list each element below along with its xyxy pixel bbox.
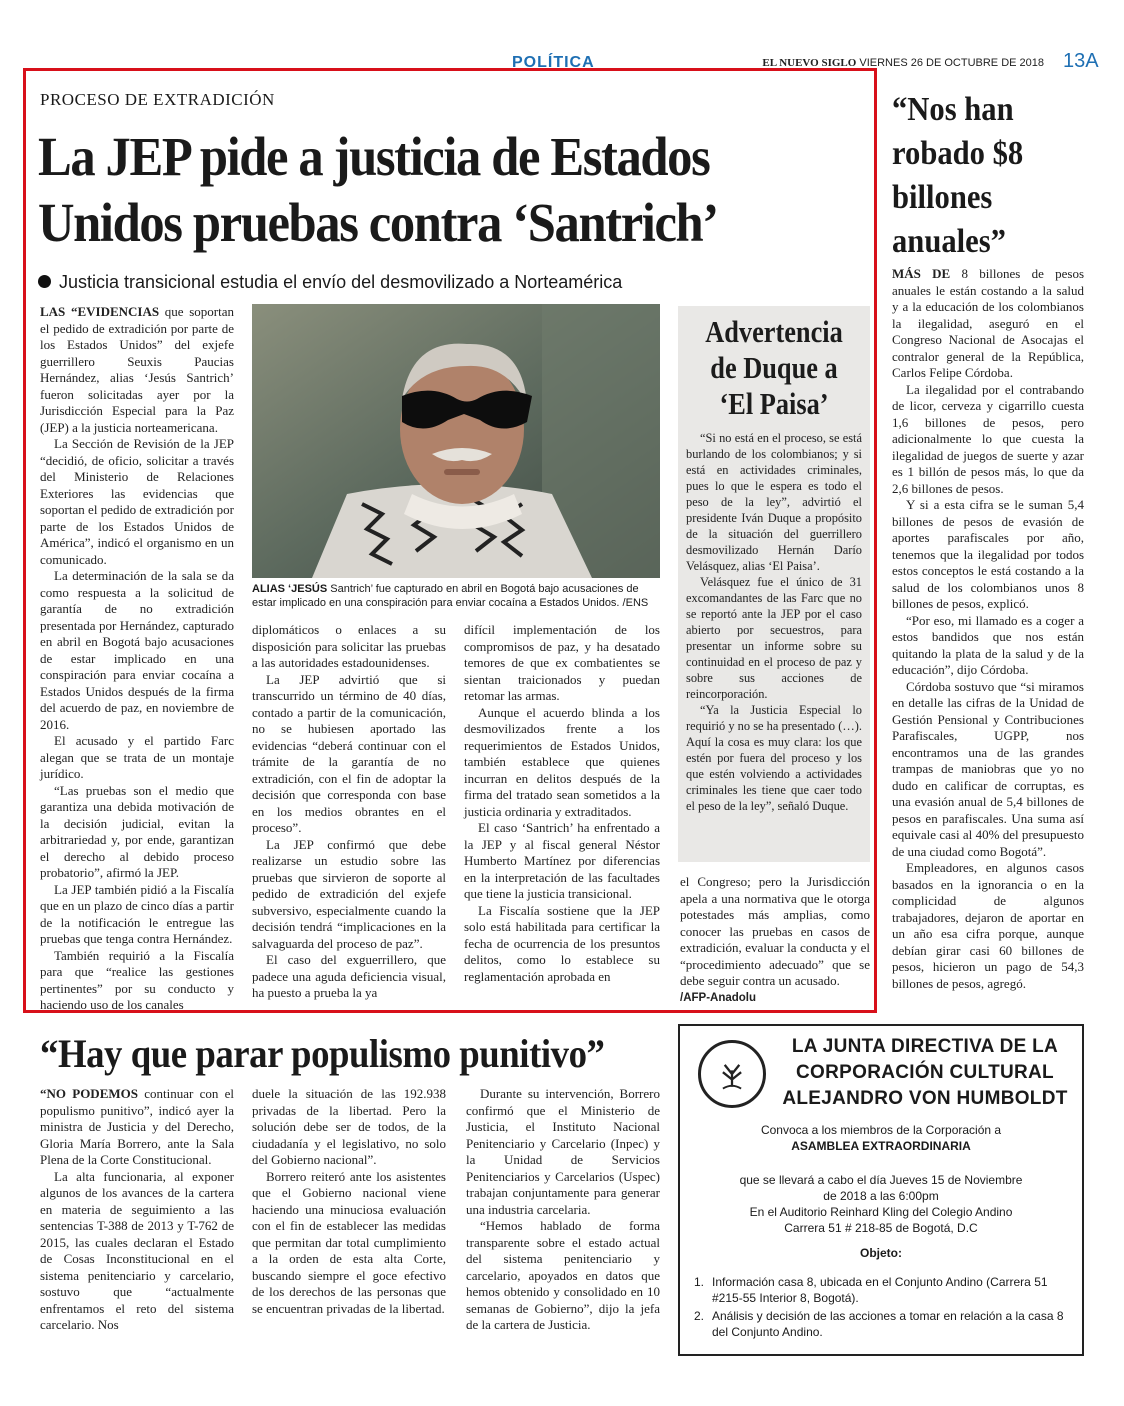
paragraph-text: La JEP confirmó que debe realizarse un estudio sobre las pruebas que sirvieron de soporte al pedido de extradición del exjefe subversivo, especialmente cuando la decisión tendrá “implicaciones en la salvaguarda del proceso de paz”. <box>252 836 446 951</box>
paragraph <box>40 948 234 1014</box>
paragraph-text: “Las pruebas son el medio que garantiza una debida motivación de la decisión judicial, evitan la arbitrariedad y, por ende, garantizan el derecho al debido proceso probatorio”, afirmó la JEP. <box>40 782 234 880</box>
section-label: POLÍTICA <box>512 54 595 71</box>
ad-agenda-list <box>694 1274 1074 1342</box>
ad-detail-line: que se llevará a cabo el día Jueves 15 de Noviembre <box>739 1173 1023 1187</box>
story-headline: La JEP pide a justicia de Estados Unidos pruebas contra ‘Santrich’ <box>38 126 718 253</box>
paragraph-text: difícil implementación de los compromisos de paz, y ha desatado temores de que ex combatientes se sientan traicionados y puedan retomar las armas. <box>464 622 660 703</box>
paragraph-text: La JEP advirtió que si transcurrido un término de 40 días, contado a partir de la comunicación, no se hubiesen aportado las evidencias “deberá continuar con el trámite de la garantía de no extradición, con el fin de adoptar la decisión que corresponda con base en los medios obrantes en el proceso”. <box>252 671 446 835</box>
story-signature: /AFP-Anadolu <box>680 991 757 1004</box>
page-number: 13A <box>1063 50 1099 72</box>
paragraph <box>466 1218 660 1334</box>
agenda-item <box>694 1308 1074 1340</box>
paragraph-text: que soportan el pedido de extradición por parte de los Estados Unidos” del exjefe guerrillero Seuxis Paucias Hernández, alias ‘Jesús Santrich’ fueron solicitadas ayer por la Jurisdicción Especial para la Paz (JEP) a la justicia norteamericana. <box>40 304 235 435</box>
agenda-number: 1. <box>694 1275 705 1289</box>
paragraph <box>40 882 234 948</box>
paragraph <box>40 568 234 733</box>
bottom-col-2 <box>252 1086 446 1358</box>
bottom-col-1 <box>40 1086 234 1358</box>
paragraph <box>252 837 446 953</box>
agenda-number: 2. <box>694 1309 705 1323</box>
sidebar-title: Advertencia de Duque a ‘El Paisa’ <box>705 314 843 421</box>
paragraph-text: continuar con el populismo punitivo”, indicó ayer la ministra de Justicia y del Derecho, Gloria María Borrero, ante la Sala Plena de la Corte Constitucional. <box>40 1086 234 1167</box>
caption-lead: ALIAS ‘JESÚS <box>252 583 328 595</box>
paragraph-text: El caso del exguerrillero, que padece una aguda deficiencia visual, ha puesto a prueba la ya <box>252 952 446 1000</box>
lead-in: MÁS DE <box>892 266 951 281</box>
paragraph-text: 8 billones de pesos anuales le están costando a la salud y a la educación de los colombianos la ilegalidad, aseguró en el Congreso Nacional de Asocajas el contralor general de la República, Carlos Felipe Córdoba. <box>892 266 1085 380</box>
paragraph <box>252 622 446 672</box>
paragraph-text: diplomáticos o enlaces a su disposición para solicitar las pruebas a las autoridades estadounidenses. <box>252 622 446 670</box>
paragraph <box>252 1169 446 1318</box>
paragraph-text: La Fiscalía sostiene que la JEP solo está habilitada para certificar la fecha de ocurrencia de los presuntos delitos, como lo establece su reglamentación aprobada en <box>464 902 660 984</box>
paragraph-text: Velásquez fue el único de 31 excomandantes de las Farc que no se reportó ante la JEP por el caso abierto por secuestros, para presentar un informe sobre su continuidad en el proceso de paz y sobre sus acciones de reincorporación. <box>686 575 862 701</box>
santrich-photo <box>252 304 660 578</box>
sidebar-text <box>686 430 862 814</box>
paragraph-text: Durante su intervención, Borrero confirmó que el Ministerio de Justicia, el Instituto Nacional Penitenciario y Carcelario (Inpec) y la Unidad de Servicios Penitenciarios y Carcelarios (Uspec) trabajan conjuntamente para generar una industria carcelaria. <box>466 1086 660 1217</box>
paragraph-text: La alta funcionaria, al exponer algunos de los avances de la cartera en materia de seguimiento a las sentencias T-388 de 2013 y T-762 de 2015, las cuales declaran el Estado de Cosas Inconstitucional en el sistema penitenciario y carcelario, sostuvo que “actualmente enfrentamos el reto del sistema carcelario. Nos <box>40 1168 234 1332</box>
paragraph <box>40 733 234 783</box>
deck-text: Justicia transicional estudia el envío del desmovilizado a Norteamérica <box>59 272 623 292</box>
paragraph <box>40 1169 234 1334</box>
paragraph-text: El acusado y el partido Farc alegan que se trata de un montaje jurídico. <box>40 733 234 781</box>
paragraph-text: duele la situación de las 192.938 privadas de la libertad. Pero la solución debe ser de todos, de la ciudadanía y el legislativo, no solo del Gobierno nacional”. <box>252 1086 446 1167</box>
story-deck <box>38 272 622 293</box>
story-kicker: PROCESO DE EXTRADICIÓN <box>40 90 275 109</box>
main-col-2 <box>252 622 446 1004</box>
paragraph <box>892 679 1084 861</box>
paragraph-text: el Congreso; pero la Jurisdicción apela a una normativa que le otorga potestades más amplias, como conocer las pruebas en casos de extradición, evaluar la conducta y el “procedimiento adecuado” que se debe seguir contra un acusado. <box>680 874 870 988</box>
bullet-icon <box>38 275 51 288</box>
ad-invite-line: Convoca a los miembros de la Corporación a <box>760 1123 1002 1137</box>
paragraph-text: Y si a esta cifra se le suman 5,4 billones de pesos de evasión de aportes parafiscales por año, tenemos que la ilegalidad por todos estos conceptos le está costando a la salud de los colombianos unos 8 billones de pesos, explicó. <box>892 497 1084 611</box>
paragraph-text: “Ya la Justicia Especial lo requirió y no se ha presentado (…). Aquí la cosa es muy clara: los que estén por fuera del proceso y los que estén volviendo a actividades criminales les tiene que caer todo el peso de la ley”, señaló Duque. <box>686 703 862 813</box>
paragraph <box>466 1086 660 1218</box>
paragraph <box>40 436 234 568</box>
paragraph-text: Aunque el acuerdo blinda a los desmovilizados frente a los requerimientos de Estados Unidos, también establece que quienes incurran en delitos después de la firma del tratado sean sometidos a la justicia ordinaria y extraditados. <box>464 704 660 819</box>
bottom-col-3 <box>466 1086 660 1358</box>
col4-text <box>680 874 870 990</box>
ad-title: LA JUNTA DIRECTIVA DE LA CORPORACIÓN CULTURAL ALEJANDRO VON HUMBOLDT <box>782 1036 1068 1109</box>
paragraph <box>252 1086 446 1169</box>
right-story-headline: “Nos han robado $8 billones anuales” <box>892 91 1024 260</box>
paragraph-text: Empleadores, en algunos casos basados en la ignorancia o en la complicidad de algunos trabajadores, dejaron de aportar en un año esa cifra porque, aunque debían girar casi 60 billones de pesos, hicieron un pago de 54,3 billones de pesos, agregó. <box>892 860 1084 991</box>
agenda-text: Análisis y decisión de las acciones a tomar en relación a la casa 8 del Conjunto Andino. <box>712 1309 1064 1339</box>
paragraph-text: La determinación de la sala se da como respuesta a la solicitud de garantía de no extradición presentada por Hernández, capturado en abril en Bogotá bajo acusaciones de estar implicado en una conspiración para enviar cocaína a Estados Unidos después de la firma del acuerdo de paz, en noviembre de 2016. <box>40 568 234 732</box>
ad-invite <box>690 1122 1072 1154</box>
caption-text: Santrich’ fue capturado en abril en Bogotá bajo acusaciones de estar implicado en una conspiración para enviar cocaína a Estados Unidos. /ENS <box>252 583 649 609</box>
paragraph <box>892 497 1084 613</box>
paragraph <box>40 304 234 436</box>
paragraph <box>252 672 446 837</box>
ad-detail-line: En el Auditorio Reinhard Kling del Colegio Andino <box>749 1205 1013 1219</box>
paragraph <box>892 266 1084 382</box>
paragraph <box>464 903 660 986</box>
paragraph <box>892 382 1084 498</box>
paragraph-text: “Hemos hablado de forma transparente sobre el estado actual del sistema penitenciario y carcelario, apoyados en datos que hemos obtenido y consolidado en 10 semanas de Gobierno”, dijo la jefa de la cartera de Justicia. <box>466 1218 660 1332</box>
paragraph <box>686 702 862 814</box>
paragraph <box>464 705 660 821</box>
paragraph <box>680 874 870 990</box>
paragraph-text: La ilegalidad por el contrabando de licor, cerveza y cigarrillo cuesta 1,6 billones de pesos, pero adicionalmente lo que cuesta la ilegalidad de juegos de suerte y azar es 1 billón de pesos más, lo que da 2,6 billones de pesos. <box>892 381 1084 496</box>
paragraph <box>892 860 1084 992</box>
paragraph <box>40 783 234 882</box>
publication-date: VIERNES 26 DE OCTUBRE DE 2018 <box>859 57 1044 69</box>
ad-assembly: ASAMBLEA EXTRAORDINARIA <box>791 1139 971 1153</box>
paragraph <box>892 613 1084 679</box>
main-col-1 <box>40 304 235 1012</box>
main-col-4 <box>680 874 870 1006</box>
ad-detail-line: Carrera 51 # 218-85 de Bogotá, D.C <box>784 1221 978 1235</box>
colegio-andino-logo <box>698 1040 766 1108</box>
sidebar-box <box>678 306 870 862</box>
paragraph-text: Borrero reiteró ante los asistentes que el Gobierno nacional viene haciendo una minuciosa evaluación con el fin de establecer las medidas que permitan dar total cumplimiento a la orden de esta alta Corte, buscando siempre el goce efectivo de los derechos de las personas que se encuentran privadas de la libertad. <box>252 1168 446 1316</box>
ad-details <box>690 1172 1072 1236</box>
ad-objeto-label: Objeto: <box>860 1246 902 1260</box>
paragraph-text: El caso ‘Santrich’ ha enfrentado a la JEP y al fiscal general Néstor Humberto Martínez por diferencias en la interpretación de las facultades que tiene la justicia transicional. <box>464 820 660 901</box>
paragraph <box>686 430 862 574</box>
paragraph-text: La Sección de Revisión de la JEP “decidió, de oficio, solicitar a través del Ministerio de Relaciones Exteriores las evidencias que soportan el pedido de extradición por parte de los Estados Unidos de América”, indicó el organismo en un comunicado. <box>40 436 234 567</box>
paragraph-text: La JEP también pidió a la Fiscalía que en un plazo de cinco días a partir de la notificación le entregue las pruebas que tenga contra Hernández. <box>40 881 234 946</box>
agenda-text: Información casa 8, ubicada en el Conjunto Andino (Carrera 51 #215-55 Interior 8, Bogotá). <box>712 1275 1048 1305</box>
ad-detail-line: de 2018 a las 6:00pm <box>823 1189 939 1203</box>
paragraph <box>686 574 862 702</box>
paragraph-text: “Por eso, mi llamado es a coger a estos bandidos que nos están quitando la plata de la salud y de la educación”, dijo Córdoba. <box>892 612 1084 677</box>
agenda-item <box>694 1274 1074 1306</box>
announcement-ad <box>678 1024 1084 1356</box>
paragraph <box>40 1086 234 1169</box>
paragraph-text: “Si no está en el proceso, se está burlando de los colombianos; y si está en actividades criminales, pues lo que le espera es todo el peso de la ley”, advirtió el presidente Iván Duque a propósito de la situación del guerrillero desmovilizado Hernán Darío Velásquez, alias ‘El Paisa’. <box>686 431 862 573</box>
bottom-story-headline: “Hay que parar populismo punitivo” <box>40 1031 605 1076</box>
main-col-3 <box>464 622 660 1004</box>
paragraph <box>464 622 660 705</box>
paragraph-text: Córdoba sostuvo que “si miramos en detalle las cifras de la Unidad de Gestión Pensional y Contribuciones Parafiscales, UGPP, nos encontramos una de las grandes trampas de maniobras que yo no dudo en calificar de corruptas, es una evasión anual de 5,4 billones de pesos en parafiscales. Una suma así equivale casi al 40% del presupuesto de una ciudad como Bogotá”. <box>892 678 1084 859</box>
photo-caption <box>252 582 660 610</box>
lead-in: “NO PODEMOS <box>40 1086 138 1101</box>
publication-name: EL NUEVO SIGLO <box>762 57 857 69</box>
paragraph <box>252 952 446 1002</box>
right-story-text <box>892 266 1084 996</box>
paragraph-text: También requirió a la Fiscalía para que “realice las gestiones pertinentes” por su conducto y haciendo uso de los canales <box>40 947 234 1012</box>
paragraph <box>464 820 660 903</box>
portrait-illustration <box>252 304 660 578</box>
lead-in: LAS “EVIDENCIAS <box>40 304 160 319</box>
tree-emblem-icon <box>701 1043 763 1105</box>
